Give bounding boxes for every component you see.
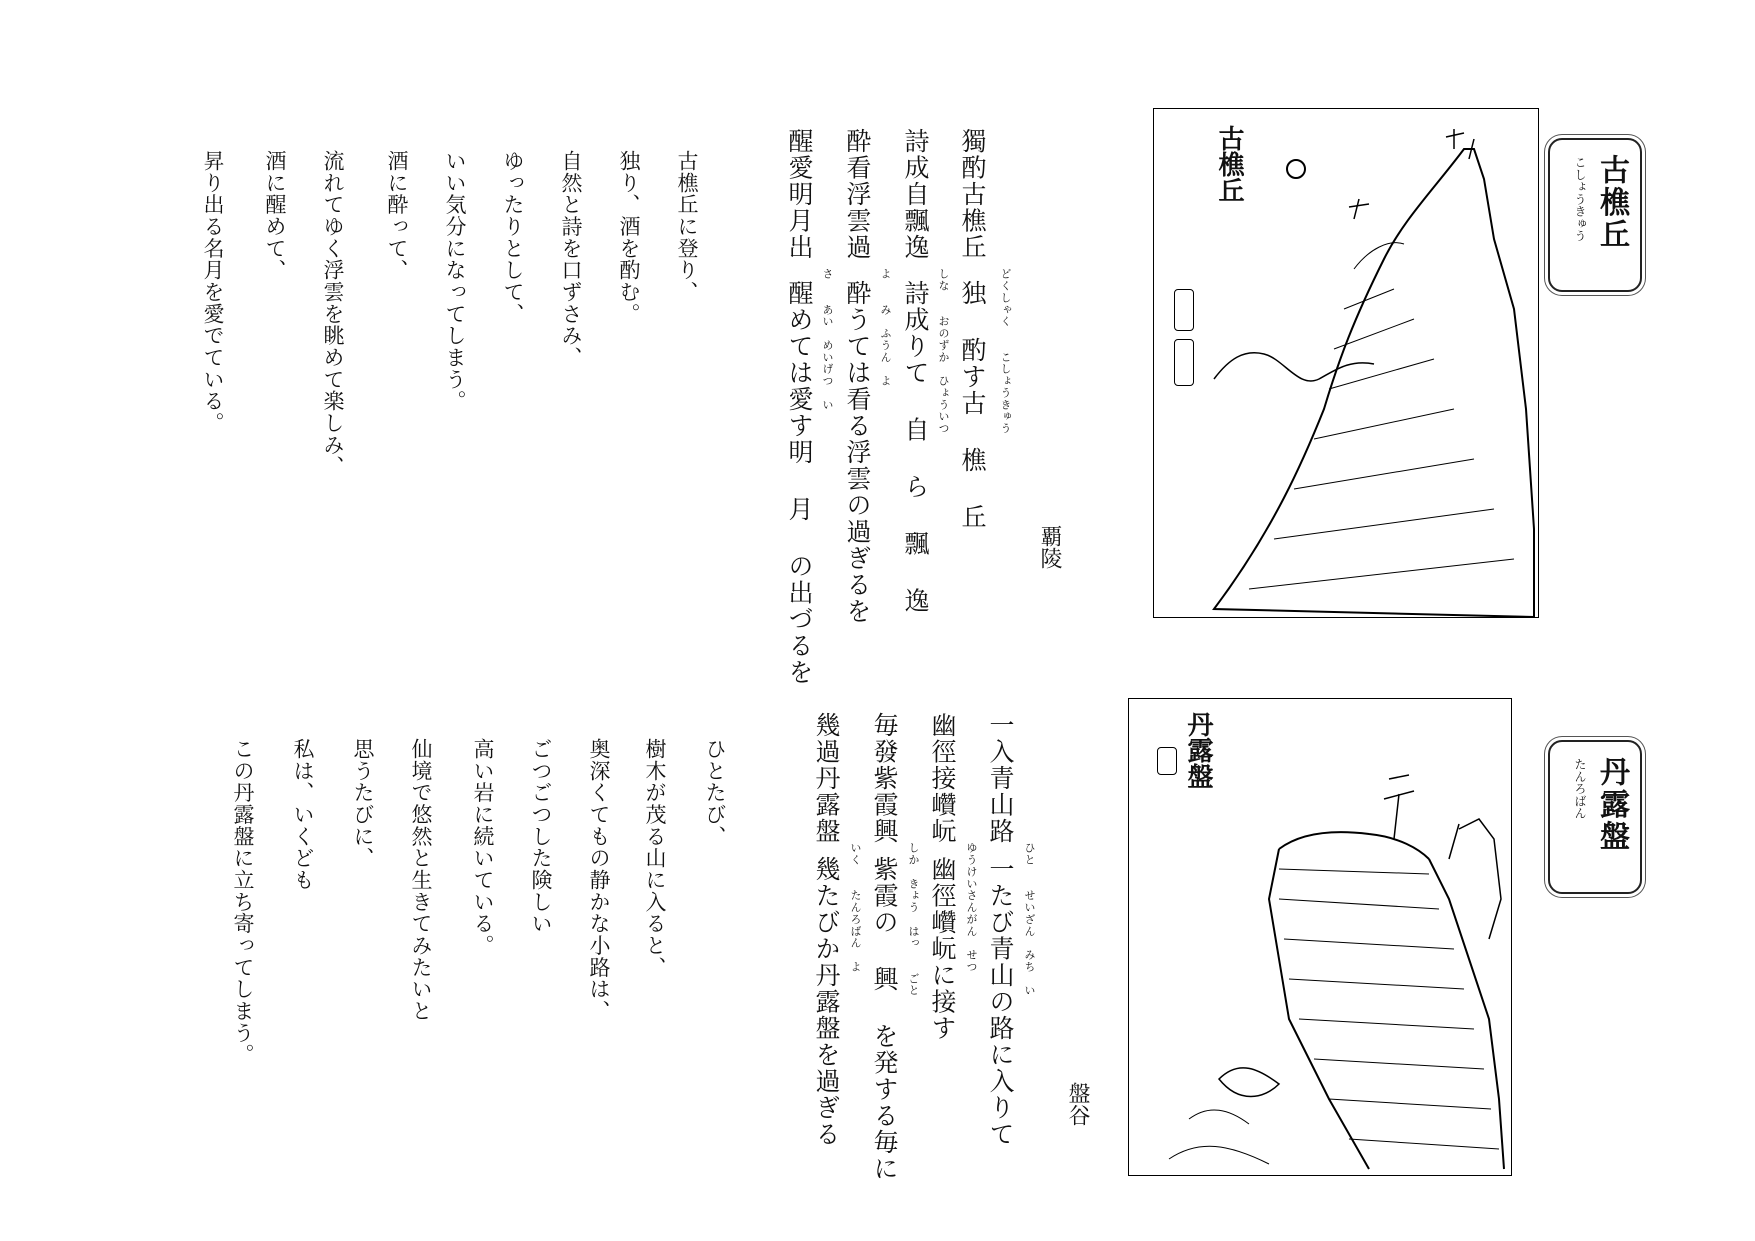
translation-line: 独り、酒を酌む。 xyxy=(617,150,641,325)
poem-line: 詩成自飄逸 xyxy=(901,128,930,261)
landscape-illustration xyxy=(1128,698,1512,1176)
translation-line: 流れてゆく浮雲を眺めて楽しみ、 xyxy=(321,150,345,478)
reading-ruby: しな おのずか ひょういつ xyxy=(937,268,950,435)
translation-line: 酒に酔って、 xyxy=(385,150,409,282)
reading-line: 酔うては看る浮雲の過ぎるを xyxy=(843,280,872,625)
translation-line: 私は、いくども xyxy=(291,738,315,891)
poem-line: 一入青山路 xyxy=(986,712,1015,845)
title-ruby: こしょうきゅう xyxy=(1573,156,1587,242)
section-title: 古樵丘 xyxy=(1594,154,1629,252)
reading-ruby: よ み ふうん よ xyxy=(879,268,892,387)
translation-line: この丹露盤に立ち寄ってしまう。 xyxy=(231,738,255,1066)
poem-section-tanroban xyxy=(0,620,1755,1240)
translation-line: 古樵丘に登り、 xyxy=(675,150,699,303)
translation-line: ひとたび、 xyxy=(703,738,727,848)
illustration-label: 丹露盤 xyxy=(1183,711,1213,789)
section-title: 丹露盤 xyxy=(1594,756,1629,854)
poem-line: 幽徑接巑岏 xyxy=(928,712,957,845)
reading-ruby: ひと せいざん みち い xyxy=(1023,842,1036,997)
translation-line: いい気分になってしまう。 xyxy=(443,150,467,413)
seal-stamp xyxy=(1174,339,1194,386)
poem-line: 毎發紫霞興 xyxy=(870,712,899,845)
translation-line: 自然と詩を口ずさみ、 xyxy=(559,150,583,369)
seal-stamp xyxy=(1174,289,1194,331)
reading-ruby: いく たんろばん よ xyxy=(849,842,862,973)
reading-line: 紫霞の 興 を発する毎に xyxy=(870,856,899,1182)
reading-line: 一たび青山の路に入りて xyxy=(986,856,1015,1148)
title-badge xyxy=(1548,138,1642,292)
poem-line: 幾過丹露盤 xyxy=(812,712,841,845)
translation-line: 樹木が茂る山に入ると、 xyxy=(643,738,667,979)
poem-line: 獨酌古樵丘 xyxy=(958,128,987,261)
poem-line: 酔看浮雲過 xyxy=(843,128,872,261)
translation-line: 昇り出る名月を愛でている。 xyxy=(201,150,225,434)
seal-stamp xyxy=(1157,747,1177,775)
mountain-cliff-drawing xyxy=(1154,109,1538,617)
translation-line: 奥深くてもの静かな小路は、 xyxy=(587,738,611,1022)
translation-line: 酒に醒めて、 xyxy=(263,150,287,282)
reading-ruby: しか きょう はっ ごと xyxy=(907,842,920,997)
translation-line: ゆったりとして、 xyxy=(501,150,525,325)
poem-line: 醒愛明月出 xyxy=(785,128,814,261)
translation-line: 高い岩に続いている。 xyxy=(471,738,495,957)
translation-line: 思うたびに、 xyxy=(351,738,375,870)
reading-line: 幾たびか丹露盤を過ぎる xyxy=(812,856,841,1148)
reading-line: 独 酌す古 樵 丘 xyxy=(958,280,987,531)
reading-line: 詩成りて 自 ら 飄 逸 xyxy=(901,280,930,614)
title-badge xyxy=(1548,740,1642,894)
poem-author: 盤谷 xyxy=(1065,1082,1090,1126)
reading-ruby: ゆうけいさんがん せつ xyxy=(965,842,978,973)
reading-line: 幽徑巑岏に接す xyxy=(928,856,957,1042)
poem-author: 覇陵 xyxy=(1037,525,1062,569)
translation-line: ごつごつした険しい xyxy=(529,738,553,935)
title-ruby: たんろばん xyxy=(1573,758,1587,820)
reading-ruby: さ あい めいげつ い xyxy=(821,268,834,411)
translation-line: 仙境で悠然と生きてみたいと xyxy=(409,738,433,1022)
landscape-illustration xyxy=(1153,108,1539,618)
reading-line: 醒めては愛す明 月 の出づるを xyxy=(785,280,814,686)
illustration-label: 古樵丘 xyxy=(1214,125,1244,203)
reading-ruby: どくしゃく こしょうきゅう xyxy=(999,268,1012,435)
